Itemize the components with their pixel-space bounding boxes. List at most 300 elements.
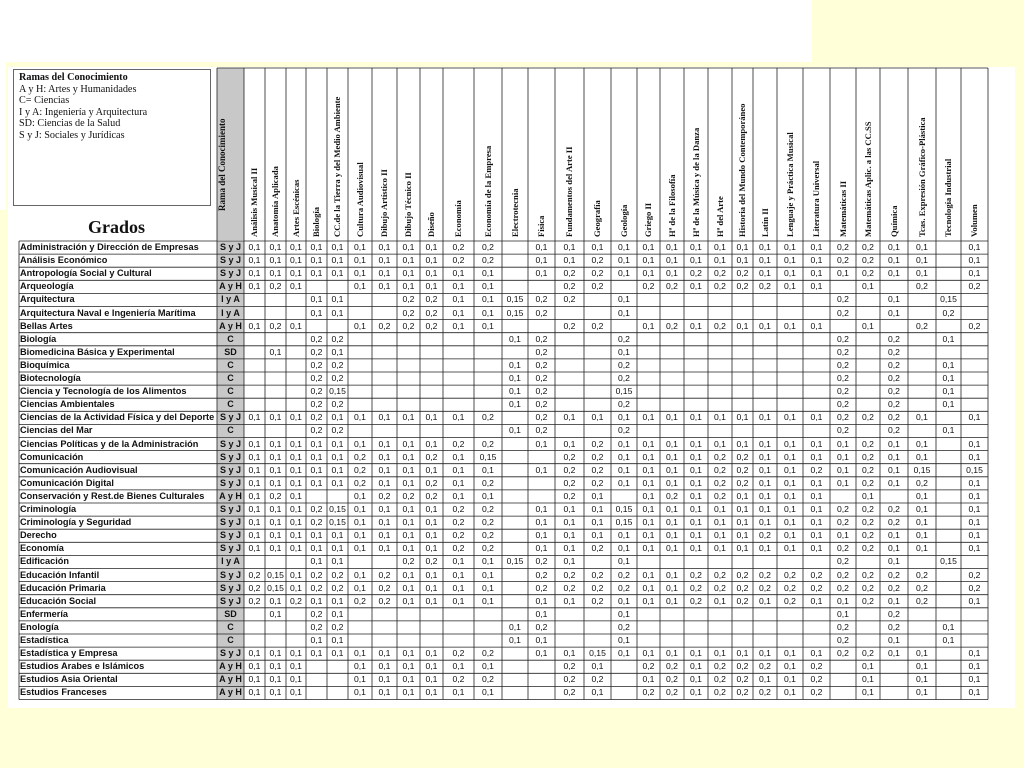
weight-cell: 0,2: [591, 438, 604, 449]
rama-code: S y J: [217, 503, 244, 516]
weight-cell: 0,1: [942, 386, 955, 397]
weight-cell: 0,2: [452, 543, 465, 554]
weight-cell: 0,1: [509, 373, 521, 383]
weight-cell: 0,1: [378, 438, 391, 449]
weight-cell: 0,1: [402, 281, 415, 292]
weight-cell: 0,2: [563, 582, 576, 593]
weight-cell: 0,2: [269, 320, 282, 331]
weight-cell: 0,1: [591, 504, 604, 514]
weight-cell: 0,1: [331, 346, 344, 357]
weight-cell: 0,1: [784, 543, 796, 554]
weight-cell: 0,1: [290, 687, 302, 698]
rama-code: S y J: [217, 542, 244, 555]
weight-cell: 0,1: [248, 477, 261, 488]
weight-cell: 0,1: [888, 307, 900, 318]
degree-name: Antropología Social y Cultural: [20, 268, 152, 279]
weight-cell: 0,2: [452, 438, 465, 449]
weight-cell: 0,1: [535, 438, 548, 449]
degree-name: Criminología: [20, 504, 77, 514]
weight-cell: 0,2: [862, 451, 874, 462]
weight-cell: 0,2: [563, 451, 576, 462]
weight-cell: 0,1: [942, 333, 955, 344]
weight-cell: 0,1: [968, 242, 981, 252]
degree-name: Administración y Dirección de Empresas: [20, 242, 199, 252]
subject-header-lenguaje-y-practica-musical: Lenguaje y Práctica Musical: [784, 132, 795, 237]
weight-cell: 0,1: [425, 543, 438, 554]
weight-cell: 0,1: [736, 543, 749, 554]
weight-cell: 0,1: [290, 661, 302, 672]
weight-cell: 0,1: [378, 661, 391, 672]
weight-cell: 0,1: [888, 595, 900, 606]
weight-cell: 0,2: [837, 635, 849, 645]
rama-code: C: [217, 385, 244, 398]
weight-cell: 0,2: [310, 504, 323, 514]
rama-code: C: [217, 424, 244, 437]
weight-cell: 0,1: [331, 556, 344, 567]
weight-cell: 0,1: [378, 412, 391, 423]
weight-cell: 0,2: [666, 490, 678, 501]
weight-cell: 0,1: [331, 648, 344, 659]
weight-cell: 0,2: [452, 530, 465, 541]
weight-cell: 0,1: [563, 648, 576, 659]
weight-cell: 0,1: [354, 543, 366, 554]
weight-cell: 0,2: [862, 582, 874, 593]
weight-cell: 0,1: [535, 648, 548, 659]
weight-cell: 0,2: [736, 451, 749, 462]
weight-cell: 0,2: [759, 687, 771, 698]
weight-cell: 0,2: [642, 281, 655, 292]
rama-code: A y H: [217, 673, 244, 686]
weight-cell: 0,1: [837, 464, 849, 475]
weight-cell: 0,2: [968, 320, 981, 331]
weight-cell: 0,1: [425, 412, 438, 423]
weight-cell: 0,1: [968, 687, 981, 698]
subject-header-tecnologia-industrial: Tecnología Industrial: [943, 158, 953, 237]
subject-header-volumen: Volumen: [969, 204, 979, 237]
weight-cell: 0,1: [535, 268, 548, 279]
weight-cell: 0,1: [290, 451, 302, 462]
weight-cell: 0,1: [942, 373, 955, 383]
weight-cell: 0,1: [916, 530, 928, 541]
weight-cell: 0,2: [714, 451, 726, 462]
weight-cell: 0,1: [452, 268, 465, 279]
weight-cell: 0,1: [784, 648, 796, 659]
weight-cell: 0,1: [248, 268, 261, 279]
rama-code: S y J: [217, 254, 244, 267]
weight-cell: 0,2: [331, 333, 344, 344]
weight-cell: 0,2: [535, 359, 548, 370]
subject-header-historia-del-mundo-contemporaneo: Historia del Mundo Contemporáneo: [737, 103, 747, 237]
weight-cell: 0,2: [535, 399, 548, 410]
weight-cell: 0,1: [759, 464, 771, 475]
weight-cell: 0,2: [862, 517, 874, 528]
weight-cell: 0,2: [810, 687, 823, 698]
weight-cell: 0,1: [482, 490, 494, 501]
weight-cell: 0,1: [810, 412, 823, 423]
weight-cell: 0,1: [618, 635, 630, 645]
weight-cell: 0,1: [784, 517, 796, 528]
weight-cell: 0,1: [290, 569, 302, 580]
weight-cell: 0,15: [479, 451, 497, 462]
weight-cell: 0,2: [425, 320, 438, 331]
weight-cell: 0,1: [690, 242, 702, 252]
weight-cell: 0,2: [563, 569, 576, 580]
weight-cell: 0,1: [331, 412, 344, 423]
weight-cell: 0,1: [269, 255, 282, 266]
weight-cell: 0,2: [916, 477, 928, 488]
weight-cell: 0,1: [690, 490, 702, 501]
weight-cell: 0,1: [666, 438, 678, 449]
weight-cell: 0,1: [509, 635, 521, 645]
weight-cell: 0,1: [810, 595, 823, 606]
subject-header-quimica: Química: [888, 205, 899, 237]
weight-cell: 0,1: [810, 268, 823, 279]
weight-cell: 0,2: [810, 464, 823, 475]
weight-cell: 0,2: [354, 477, 366, 488]
weight-cell: 0,1: [784, 477, 796, 488]
weight-cell: 0,1: [642, 582, 655, 593]
weight-cell: 0,2: [402, 490, 415, 501]
subject-header-fisica: Física: [536, 215, 546, 237]
weight-cell: 0,1: [563, 242, 576, 252]
weight-cell: 0,1: [452, 412, 465, 423]
weight-cell: 0,2: [942, 307, 955, 318]
weight-cell: 0,1: [269, 595, 282, 606]
weight-cell: 0,1: [618, 294, 630, 305]
weight-cell: 0,1: [690, 320, 702, 331]
weight-cell: 0,2: [690, 569, 702, 580]
weight-cell: 0,2: [714, 569, 726, 580]
weight-cell: 0,1: [784, 464, 796, 475]
weight-cell: 0,15: [615, 386, 633, 397]
weight-cell: 0,1: [810, 504, 823, 514]
weight-cell: 0,2: [269, 490, 282, 501]
degree-name: Estadística y Empresa: [20, 648, 118, 659]
degree-name: Comunicación Digital: [20, 477, 114, 488]
weight-cell: 0,2: [810, 674, 823, 685]
weight-cell: 0,1: [642, 517, 655, 528]
weight-cell: 0,1: [916, 268, 928, 279]
weight-cell: 0,2: [810, 582, 823, 593]
weight-cell: 0,1: [402, 242, 415, 252]
weight-cell: 0,1: [354, 412, 366, 423]
weight-cell: 0,1: [425, 530, 438, 541]
weight-cell: 0,1: [642, 438, 655, 449]
weight-cell: 0,1: [942, 399, 955, 410]
rama-code: S y J: [217, 582, 244, 595]
weight-cell: 0,1: [482, 464, 494, 475]
weight-cell: 0,2: [736, 268, 749, 279]
weight-cell: 0,2: [310, 359, 323, 370]
subject-header-h-de-la-musica-y-de-la-danza: Hª de la Música y de la Danza: [690, 127, 701, 237]
weight-cell: 0,15: [506, 556, 524, 567]
weight-cell: 0,1: [916, 687, 928, 698]
weight-cell: 0,1: [452, 307, 465, 318]
weight-cell: 0,1: [666, 517, 678, 528]
weight-cell: 0,1: [269, 530, 282, 541]
weight-cell: 0,1: [888, 464, 900, 475]
weight-cell: 0,2: [862, 648, 874, 659]
rama-code: A y H: [217, 280, 244, 293]
weight-cell: 0,1: [837, 438, 849, 449]
weight-cell: 0,2: [425, 490, 438, 501]
weight-cell: 0,1: [618, 412, 630, 423]
rama-code: C: [217, 621, 244, 634]
weight-cell: 0,1: [269, 687, 282, 698]
legend-title: Ramas del Conocimiento: [19, 72, 128, 83]
weight-cell: 0,2: [862, 412, 874, 423]
legend-line-ia: I y A: Ingeniería y Arquitectura: [19, 106, 148, 118]
weight-cell: 0,1: [425, 281, 438, 292]
weight-cell: 0,1: [618, 307, 630, 318]
weight-cell: 0,1: [310, 255, 323, 266]
weight-cell: 0,2: [837, 569, 849, 580]
weight-cell: 0,1: [354, 268, 366, 279]
weight-cell: 0,2: [248, 569, 261, 580]
weight-cell: 0,2: [425, 477, 438, 488]
weight-cell: 0,1: [759, 674, 771, 685]
weight-cell: 0,15: [506, 307, 524, 318]
weight-cell: 0,1: [642, 268, 655, 279]
degree-name: Arquitectura: [20, 294, 75, 305]
weight-cell: 0,1: [642, 569, 655, 580]
weight-cell: 0,1: [402, 687, 415, 698]
weight-cell: 0,2: [736, 582, 749, 593]
weight-cell: 0,1: [452, 294, 465, 305]
weight-cell: 0,2: [759, 582, 771, 593]
weight-cell: 0,2: [888, 582, 900, 593]
weight-cell: 0,1: [269, 438, 282, 449]
weight-cell: 0,1: [888, 530, 900, 541]
weight-cell: 0,1: [482, 268, 494, 279]
weight-cell: 0,1: [642, 543, 655, 554]
weight-cell: 0,2: [714, 582, 726, 593]
weight-cell: 0,1: [563, 255, 576, 266]
weight-cell: 0,2: [736, 477, 749, 488]
weight-cell: 0,1: [942, 621, 955, 632]
weight-cell: 0,2: [290, 595, 302, 606]
weight-cell: 0,15: [267, 569, 284, 580]
weight-cell: 0,2: [591, 451, 604, 462]
weight-cell: 0,1: [482, 320, 494, 331]
weight-cell: 0,2: [862, 477, 874, 488]
weight-cell: 0,1: [666, 504, 678, 514]
weight-cell: 0,15: [589, 648, 606, 659]
weight-cell: 0,2: [862, 242, 874, 252]
weight-cell: 0,1: [402, 255, 415, 266]
weight-cell: 0,2: [968, 582, 981, 593]
weight-cell: 0,2: [535, 412, 548, 423]
weight-cell: 0,1: [759, 648, 771, 659]
weight-cell: 0,1: [837, 608, 849, 619]
weight-cell: 0,2: [535, 386, 548, 397]
weight-cell: 0,2: [916, 569, 928, 580]
weight-cell: 0,2: [482, 438, 494, 449]
weight-cell: 0,1: [290, 504, 302, 514]
weight-cell: 0,1: [759, 504, 771, 514]
weight-cell: 0,1: [888, 477, 900, 488]
rama-code: S y J: [217, 516, 244, 529]
weight-cell: 0,2: [618, 621, 630, 632]
weight-cell: 0,1: [535, 635, 548, 645]
weight-cell: 0,1: [690, 451, 702, 462]
weight-cell: 0,2: [736, 281, 749, 292]
weight-cell: 0,1: [248, 687, 261, 698]
rama-code: I y A: [217, 293, 244, 306]
weight-cell: 0,1: [642, 464, 655, 475]
weight-cell: 0,1: [248, 543, 261, 554]
degree-name: Enología: [20, 621, 59, 632]
weight-cell: 0,1: [942, 359, 955, 370]
weight-cell: 0,1: [425, 438, 438, 449]
weight-cell: 0,1: [837, 595, 849, 606]
weight-cell: 0,1: [810, 517, 823, 528]
weight-cell: 0,1: [378, 451, 391, 462]
weight-cell: 0,1: [618, 530, 630, 541]
weight-cell: 0,1: [310, 635, 323, 645]
subject-header-fundamentos-del-arte-ii: Fundamentos del Arte II: [564, 146, 574, 237]
weight-cell: 0,1: [810, 648, 823, 659]
weight-cell: 0,1: [354, 674, 366, 685]
weight-cell: 0,1: [248, 451, 261, 462]
weight-cell: 0,1: [402, 451, 415, 462]
weight-cell: 0,1: [310, 268, 323, 279]
weight-cell: 0,1: [331, 477, 344, 488]
rama-code: S y J: [217, 411, 244, 424]
rama-code: S y J: [217, 241, 244, 254]
degree-name: Estadística: [20, 635, 69, 645]
weight-cell: 0,2: [482, 477, 494, 488]
weight-cell: 0,1: [666, 242, 678, 252]
weight-cell: 0,1: [354, 242, 366, 252]
weight-cell: 0,2: [535, 556, 548, 567]
weight-cell: 0,1: [402, 412, 415, 423]
weight-cell: 0,1: [916, 255, 928, 266]
weight-cell: 0,1: [736, 438, 749, 449]
weight-cell: 0,1: [563, 543, 576, 554]
degree-name: Educación Infantil: [20, 569, 100, 580]
degree-name: Bellas Artes: [20, 320, 73, 331]
weight-cell: 0,1: [642, 320, 655, 331]
weight-cell: 0,2: [916, 281, 928, 292]
weight-cell: 0,1: [759, 595, 771, 606]
weight-cell: 0,2: [310, 373, 323, 383]
weight-cell: 0,2: [310, 333, 323, 344]
weight-cell: 0,2: [591, 281, 604, 292]
rama-code: S y J: [217, 464, 244, 477]
weight-cell: 0,1: [402, 582, 415, 593]
weight-cell: 0,2: [714, 464, 726, 475]
weight-cell: 0,1: [269, 608, 282, 619]
weight-cell: 0,1: [331, 530, 344, 541]
weight-cell: 0,1: [310, 307, 323, 318]
weight-cell: 0,1: [310, 477, 323, 488]
weight-cell: 0,1: [248, 648, 261, 659]
weight-cell: 0,1: [378, 674, 391, 685]
weight-cell: 0,1: [509, 621, 521, 632]
rama-code: C: [217, 333, 244, 346]
weight-cell: 0,1: [759, 268, 771, 279]
degree-name: Edificación: [20, 556, 70, 567]
weight-cell: 0,1: [509, 386, 521, 397]
weight-cell: 0,1: [759, 490, 771, 501]
weight-cell: 0,1: [690, 438, 702, 449]
weight-cell: 0,1: [269, 517, 282, 528]
weight-cell: 0,1: [642, 595, 655, 606]
weight-cell: 0,1: [354, 281, 366, 292]
weight-cell: 0,2: [666, 320, 678, 331]
weight-cell: 0,1: [452, 595, 465, 606]
subject-header-cultura-audiovisual: Cultura Audiovisual: [354, 162, 365, 237]
weight-cell: 0,1: [425, 648, 438, 659]
weight-cell: 0,1: [968, 530, 981, 541]
weight-cell: 0,1: [888, 543, 900, 554]
weight-cell: 0,1: [968, 674, 981, 685]
weight-cell: 0,2: [535, 373, 548, 383]
weight-cell: 0,1: [331, 464, 344, 475]
degree-name: Criminología y Seguridad: [20, 517, 132, 528]
weight-cell: 0,2: [563, 674, 576, 685]
weight-cell: 0,1: [784, 490, 796, 501]
weight-cell: 0,2: [535, 621, 548, 632]
weight-cell: 0,1: [354, 517, 366, 528]
weight-cell: 0,1: [269, 346, 282, 357]
weight-cell: 0,2: [862, 268, 874, 279]
rama-code: C: [217, 359, 244, 372]
weight-cell: 0,1: [425, 687, 438, 698]
weight-cell: 0,1: [452, 661, 465, 672]
weight-cell: 0,2: [425, 451, 438, 462]
weight-cell: 0,2: [425, 307, 438, 318]
weight-cell: 0,1: [784, 281, 796, 292]
weight-cell: 0,1: [690, 648, 702, 659]
weight-cell: 0,1: [916, 517, 928, 528]
weight-cell: 0,2: [888, 412, 900, 423]
degree-name: Biología: [20, 333, 57, 344]
subject-header-cc-de-la-tierra-y-del-medio-ambiente: CC.de la Tierra y del Medio Ambiente: [332, 96, 342, 237]
weight-cell: 0,1: [642, 490, 655, 501]
weight-cell: 0,2: [837, 294, 849, 305]
weight-cell: 0,1: [666, 464, 678, 475]
weight-cell: 0,1: [290, 412, 302, 423]
weight-cell: 0,2: [837, 556, 849, 567]
weight-cell: 0,1: [482, 687, 494, 698]
weight-cell: 0,2: [837, 399, 849, 410]
weight-cell: 0,1: [690, 504, 702, 514]
weight-cell: 0,1: [666, 648, 678, 659]
weight-cell: 0,1: [452, 687, 465, 698]
weight-cell: 0,1: [666, 582, 678, 593]
weight-cell: 0,2: [310, 346, 323, 357]
weight-cell: 0,1: [968, 477, 981, 488]
subject-header-artes-escenicas: Artes Escénicas: [290, 179, 301, 237]
weight-cell: 0,1: [563, 517, 576, 528]
weight-cell: 0,2: [310, 399, 323, 410]
degree-name: Ciencias de la Actividad Física y del Deporte: [20, 412, 215, 423]
weight-cell: 0,2: [591, 268, 604, 279]
weight-cell: 0,2: [452, 242, 465, 252]
legend-line-sd: SD: Ciencias de la Salud: [19, 118, 121, 130]
rama-code: I y A: [217, 307, 244, 320]
weight-cell: 0,1: [618, 346, 630, 357]
weight-cell: 0,2: [888, 359, 900, 370]
weight-cell: 0,15: [615, 517, 633, 528]
weight-cell: 0,1: [354, 569, 366, 580]
weight-cell: 0,2: [714, 687, 726, 698]
weight-cell: 0,1: [642, 451, 655, 462]
weight-cell: 0,1: [968, 412, 981, 423]
subject-header-economia: Economía: [453, 200, 463, 237]
